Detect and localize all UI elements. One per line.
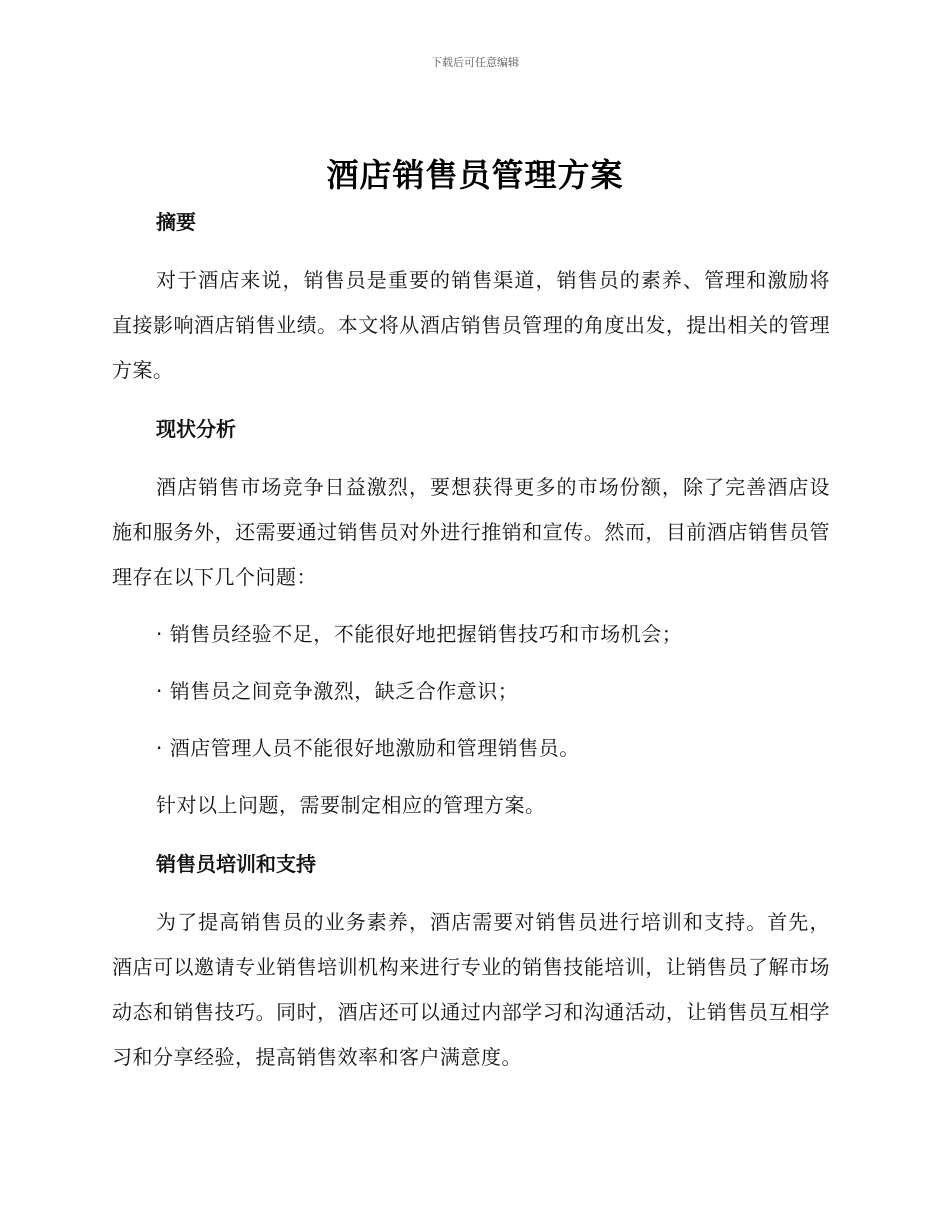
section-heading-abstract: 摘要 — [156, 210, 196, 234]
list-item: · 酒店管理人员不能很好地激励和管理销售员。 — [156, 736, 580, 760]
paragraph-status: 酒店销售市场竞争日益激烈，要想获得更多的市场份额，除了完善酒店设施和服务外，还需要通过销售员对外进行推销和宣传。然而，目前酒店销售员管理存在以下几个问题： — [112, 475, 830, 589]
section-heading-training: 销售员培训和支持 — [156, 852, 316, 876]
header-note: 下载后可任意编辑 — [431, 56, 519, 69]
list-item: · 销售员之间竞争激烈，缺乏合作意识； — [156, 679, 519, 703]
list-item: · 销售员经验不足，不能很好地把握销售技巧和市场机会； — [156, 622, 683, 646]
paragraph-abstract: 对于酒店来说，销售员是重要的销售渠道，销售员的素养、管理和激励将直接影响酒店销售业绩。本文将从酒店销售员管理的角度出发，提出相关的管理方案。 — [112, 268, 830, 382]
document-title: 酒店销售员管理方案 — [326, 156, 624, 194]
paragraph-training: 为了提高销售员的业务素养，酒店需要对销售员进行培训和支持。首先，酒店可以邀请专业销售培训机构来进行专业的销售技能培训，让销售员了解市场动态和销售技巧。同时，酒店还可以通过内部学习和沟通活动，让销售员互相学习和分享经验，提高销售效率和客户满意度。 — [112, 910, 830, 1069]
document-body — [112, 200, 830, 1080]
section-heading-status: 现状分析 — [156, 417, 236, 441]
paragraph-status-conclusion: 针对以上问题，需要制定相应的管理方案。 — [156, 793, 546, 817]
